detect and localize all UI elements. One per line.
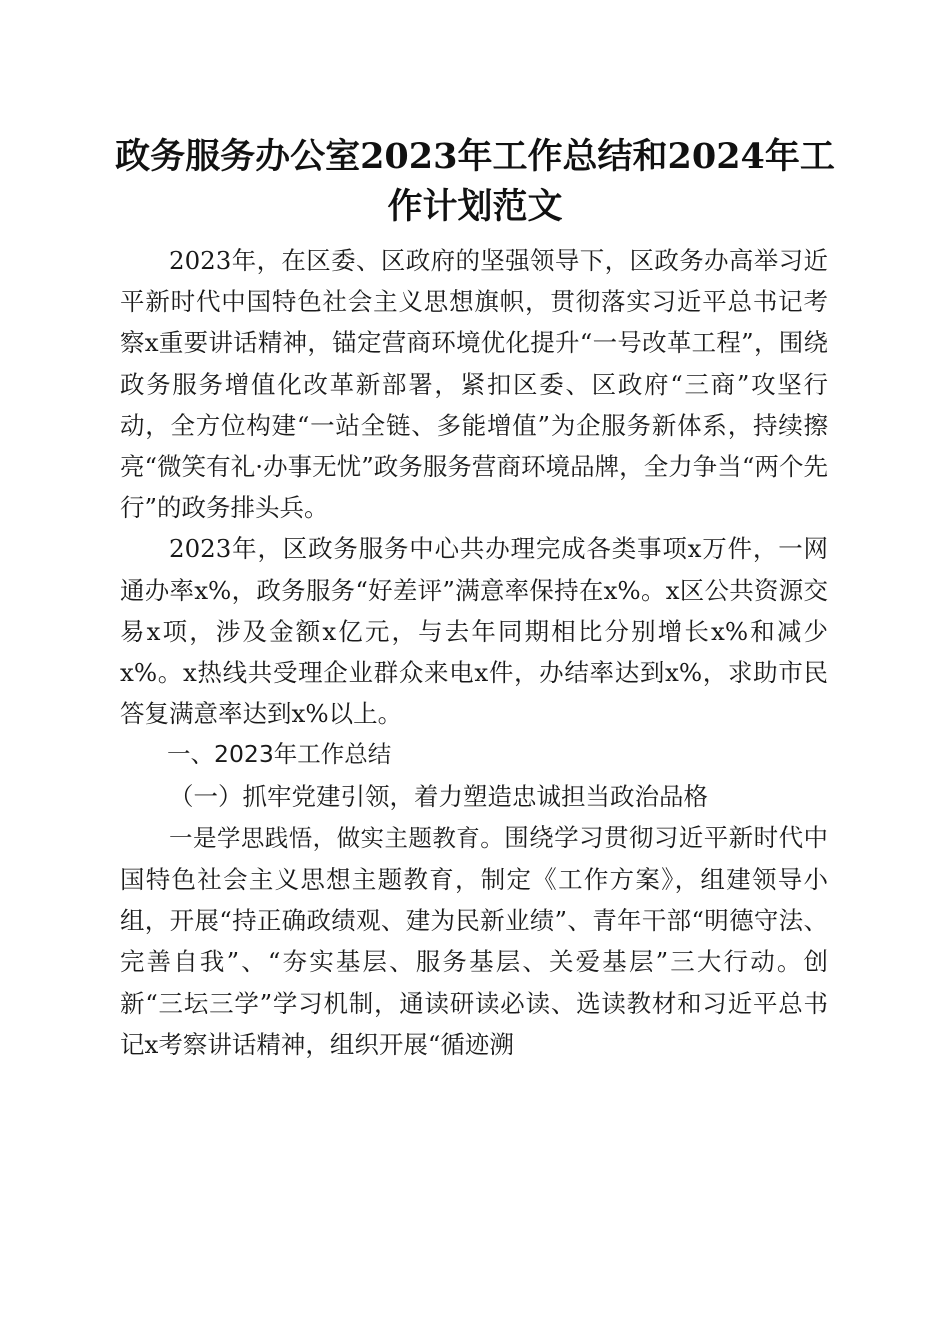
intro-paragraph: 2023年，在区委、区政府的坚强领导下，区政务办高举习近平新时代中国特色社会主义思想旗帜，贯彻落实习近平总书记考察x重要讲话精神，锚定营商环境优化提升“一号改革工程”，围绕政务服务增值化改革新部署，紧扣区委、区政府“三商”攻坚行动，全方位构建“一站全链、多能增值”为企服务新体系，持续擦亮“微笑有礼·办事无忧”政务服务营商环境品牌，全力争当“两个先行”的政务排头兵。	[120, 246, 828, 523]
document-title: 政务服务办公室2023年工作总结和2024年工作计划范文	[115, 136, 835, 227]
document-body	[120, 240, 828, 1065]
section-heading: 一、2023年工作总结	[167, 740, 392, 769]
item-lead: 一是学思践悟，做实主题教育。	[169, 823, 505, 852]
statistics-paragraph: 2023年，区政务服务中心共办理完成各类事项x万件，一网通办率x%，政务服务“好差评”满意率保持在x%。x区公共资源交易x项，涉及金额x亿元，与去年同期相比分别增长x%和减少x%。x热线共受理企业群众来电x件，办结率达到x%，求助市民答复满意率达到x%以上。	[120, 534, 828, 729]
item-body: 围绕学习贯彻习近平新时代中国特色社会主义思想主题教育，制定《工作方案》，组建领导小组，开展“持正确政绩观、建为民新业绩”、青年干部“明德守法、完善自我”、“夯实基层、服务基层、关爱基层”三大行动。创新“三坛三学”学习机制，通读研读必读、选读教材和习近平总书记x考察讲话精神，组织开展“循迹溯	[120, 822, 829, 1059]
subsection-heading: （一）抓牢党建引领，着力塑造忠诚担当政治品格	[169, 781, 708, 811]
item-paragraph	[120, 817, 828, 1065]
